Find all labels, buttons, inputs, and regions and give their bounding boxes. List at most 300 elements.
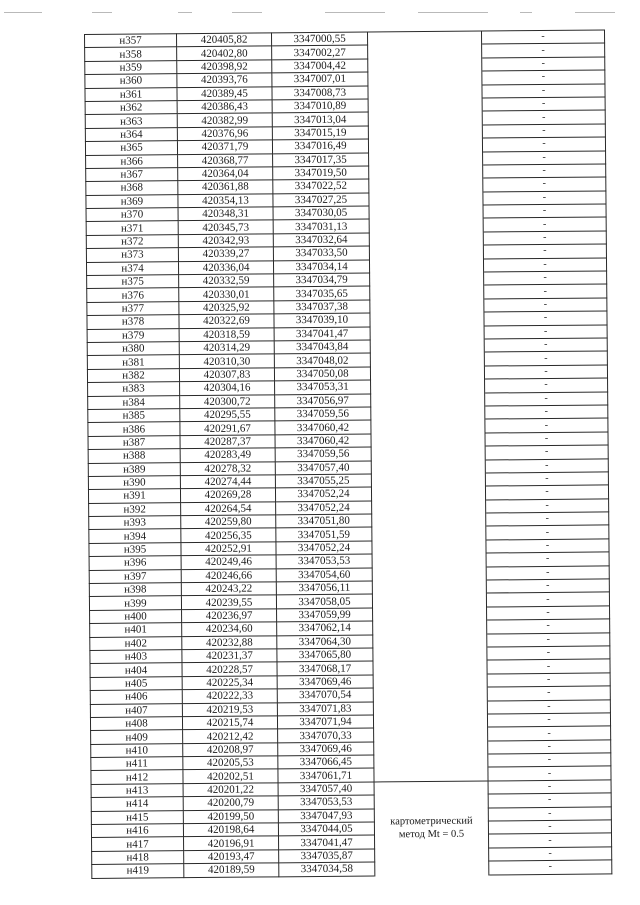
dash-cell: -: [482, 57, 605, 71]
dash-cell: -: [483, 150, 606, 164]
x-coordinate-cell: 420208,97: [183, 743, 278, 757]
point-id-cell: н364: [85, 127, 177, 141]
x-coordinate-cell: 420368,77: [178, 153, 273, 167]
y-coordinate-cell: 3347048,02: [274, 353, 370, 367]
dash-cell: -: [483, 191, 606, 205]
point-id-cell: н391: [88, 489, 180, 503]
dash-cell: -: [488, 793, 611, 807]
y-coordinate-cell: 3347059,99: [277, 608, 373, 622]
point-id-cell: н369: [86, 194, 178, 208]
y-coordinate-cell: 3347052,24: [276, 501, 372, 515]
scan-top-edge: [0, 0, 640, 14]
point-id-cell: н404: [90, 663, 182, 677]
y-coordinate-cell: 3347070,33: [278, 728, 374, 742]
y-coordinate-cell: 3347057,40: [278, 782, 374, 796]
method-column-blank-cell: [374, 754, 488, 768]
point-id-cell: н417: [92, 837, 184, 851]
y-coordinate-cell: 3347054,60: [276, 568, 372, 582]
method-column-blank-cell: [374, 741, 488, 755]
dash-cell: -: [485, 418, 608, 432]
y-coordinate-cell: 3347033,50: [273, 246, 369, 260]
method-column-blank-cell: [372, 580, 486, 594]
x-coordinate-cell: 420212,42: [183, 729, 278, 743]
x-coordinate-cell: 420332,59: [179, 274, 274, 288]
dash-cell: -: [486, 579, 609, 593]
x-coordinate-cell: 420314,29: [179, 341, 274, 355]
point-id-cell: н387: [88, 435, 180, 449]
dash-cell: -: [484, 325, 607, 339]
method-column-blank-cell: [368, 125, 482, 139]
x-coordinate-cell: 420232,88: [182, 635, 277, 649]
method-column-blank-cell: [371, 393, 485, 407]
method-column-blank-cell: [372, 567, 486, 581]
point-id-cell: н361: [85, 87, 177, 101]
method-column-blank-cell: [370, 299, 484, 313]
point-id-cell: н359: [85, 60, 177, 74]
scan-edge-mark: [92, 12, 112, 13]
point-id-cell: н370: [86, 208, 178, 222]
point-id-cell: н416: [91, 824, 183, 838]
point-id-cell: н383: [88, 382, 180, 396]
point-id-cell: н378: [87, 315, 179, 329]
method-column-blank-cell: [374, 767, 488, 781]
y-coordinate-cell: 3347052,24: [276, 541, 372, 555]
y-coordinate-cell: 3347047,93: [278, 809, 374, 823]
x-coordinate-cell: 420361,88: [178, 180, 273, 194]
dash-cell: -: [489, 833, 612, 847]
point-id-cell: н393: [89, 516, 181, 530]
method-note-cell: [374, 781, 489, 876]
x-coordinate-cell: 420243,22: [181, 582, 276, 596]
method-column-blank-cell: [368, 85, 482, 99]
point-id-cell: н376: [87, 288, 179, 302]
method-column-blank-cell: [373, 607, 487, 621]
method-column-blank-cell: [369, 259, 483, 273]
y-coordinate-cell: 3347035,65: [274, 286, 370, 300]
dash-cell: -: [485, 445, 608, 459]
dash-cell: -: [487, 713, 610, 727]
x-coordinate-cell: 420219,53: [182, 702, 277, 716]
y-coordinate-cell: 3347068,17: [277, 661, 373, 675]
point-id-cell: н403: [90, 650, 182, 664]
y-coordinate-cell: 3347062,14: [277, 621, 373, 635]
y-coordinate-cell: 3347032,64: [273, 233, 369, 247]
method-column-blank-cell: [370, 272, 484, 286]
method-column-blank-cell: [368, 138, 482, 152]
y-coordinate-cell: 3347035,87: [279, 849, 375, 863]
point-id-cell: н409: [91, 730, 183, 744]
method-column-blank-cell: [368, 111, 482, 125]
dash-cell: -: [488, 766, 611, 780]
x-coordinate-cell: 420222,33: [182, 689, 277, 703]
dash-cell: -: [482, 43, 605, 57]
y-coordinate-cell: 3347043,84: [274, 340, 370, 354]
dash-cell: -: [486, 499, 609, 513]
y-coordinate-cell: 3347056,11: [276, 581, 372, 595]
method-column-blank-cell: [369, 152, 483, 166]
x-coordinate-cell: 420322,69: [179, 314, 274, 328]
method-column-blank-cell: [369, 165, 483, 179]
method-column-blank-cell: [372, 513, 486, 527]
y-coordinate-cell: 3347057,40: [275, 461, 371, 475]
point-id-cell: н397: [89, 569, 181, 583]
x-coordinate-cell: 420371,79: [177, 140, 272, 154]
point-id-cell: н412: [91, 770, 183, 784]
dash-cell: -: [486, 552, 609, 566]
y-coordinate-cell: 3347027,25: [273, 193, 369, 207]
dash-cell: -: [488, 820, 611, 834]
point-id-cell: н401: [90, 623, 182, 637]
point-id-cell: н367: [86, 168, 178, 182]
x-coordinate-cell: 420382,99: [177, 113, 272, 127]
y-coordinate-cell: 3347056,97: [275, 394, 371, 408]
x-coordinate-cell: 420274,44: [180, 475, 275, 489]
x-coordinate-cell: 420264,54: [181, 502, 276, 516]
y-coordinate-cell: 3347061,71: [278, 768, 374, 782]
point-id-cell: н419: [92, 864, 184, 878]
point-id-cell: н390: [88, 476, 180, 490]
x-coordinate-cell: 420325,92: [179, 301, 274, 315]
method-column-blank-cell: [370, 366, 484, 380]
y-coordinate-cell: 3347059,56: [275, 407, 371, 421]
y-coordinate-cell: 3347051,59: [276, 527, 372, 541]
method-column-blank-cell: [373, 687, 487, 701]
x-coordinate-cell: 420200,79: [183, 796, 278, 810]
dash-cell: -: [487, 633, 610, 647]
point-id-cell: н362: [85, 101, 177, 115]
point-id-cell: н413: [91, 784, 183, 798]
dash-cell: -: [482, 97, 605, 111]
x-coordinate-cell: 420393,76: [177, 73, 272, 87]
dash-cell: -: [485, 472, 608, 486]
point-id-cell: н357: [85, 34, 177, 48]
method-column-blank-cell: [373, 714, 487, 728]
point-id-cell: н398: [89, 583, 181, 597]
point-id-cell: н392: [89, 502, 181, 516]
method-column-blank-cell: [370, 352, 484, 366]
dash-cell: -: [483, 217, 606, 231]
method-column-blank-cell: [374, 727, 488, 741]
x-coordinate-cell: 420354,13: [178, 194, 273, 208]
x-coordinate-cell: 420342,93: [178, 234, 273, 248]
point-id-cell: н389: [88, 462, 180, 476]
method-column-blank-cell: [371, 433, 485, 447]
x-coordinate-cell: 420231,37: [182, 649, 277, 663]
point-id-cell: н396: [89, 556, 181, 570]
y-coordinate-cell: 3347065,80: [277, 648, 373, 662]
x-coordinate-cell: 420189,59: [184, 863, 279, 877]
y-coordinate-cell: 3347037,38: [274, 300, 370, 314]
dash-cell: -: [485, 432, 608, 446]
y-coordinate-cell: 3347044,05: [278, 822, 374, 836]
method-note-line-1: картометрический: [390, 816, 473, 828]
y-coordinate-cell: 3347066,45: [278, 755, 374, 769]
y-coordinate-cell: 3347041,47: [274, 327, 370, 341]
method-column-blank-cell: [373, 660, 487, 674]
method-column-blank-cell: [368, 58, 482, 72]
scan-edge-mark: [325, 12, 385, 13]
dash-cell: -: [485, 391, 608, 405]
method-column-blank-cell: [367, 31, 481, 45]
dash-cell: -: [484, 338, 607, 352]
x-coordinate-cell: 420307,83: [179, 368, 274, 382]
dash-cell: -: [487, 673, 610, 687]
x-coordinate-cell: 420246,66: [181, 568, 276, 582]
x-coordinate-cell: 420345,73: [178, 220, 273, 234]
dash-cell: -: [488, 780, 611, 794]
y-coordinate-cell: 3347053,53: [278, 795, 374, 809]
dash-cell: -: [486, 512, 609, 526]
y-coordinate-cell: 3347016,49: [272, 139, 368, 153]
point-id-cell: н363: [85, 114, 177, 128]
point-id-cell: н380: [87, 342, 179, 356]
y-coordinate-cell: 3347058,05: [276, 594, 372, 608]
y-coordinate-cell: 3347060,42: [275, 420, 371, 434]
x-coordinate-cell: 420310,30: [179, 354, 274, 368]
dash-cell: -: [488, 807, 611, 821]
method-column-blank-cell: [372, 500, 486, 514]
y-coordinate-cell: 3347060,42: [275, 434, 371, 448]
method-column-blank-cell: [368, 98, 482, 112]
point-id-cell: н373: [86, 248, 178, 262]
scan-edge-mark: [178, 12, 192, 13]
method-column-blank-cell: [369, 178, 483, 192]
y-coordinate-cell: 3347010,89: [272, 99, 368, 113]
y-coordinate-cell: 3347015,19: [272, 126, 368, 140]
point-id-cell: н385: [88, 409, 180, 423]
point-id-cell: н368: [86, 181, 178, 195]
x-coordinate-cell: 420256,35: [181, 528, 276, 542]
y-coordinate-cell: 3347031,13: [273, 219, 369, 233]
x-coordinate-cell: 420259,80: [181, 515, 276, 529]
scan-edge-mark: [232, 12, 262, 13]
point-id-cell: н372: [86, 235, 178, 249]
dash-cell: -: [486, 539, 609, 553]
point-id-cell: н379: [87, 328, 179, 342]
scan-edge-mark: [418, 12, 488, 13]
x-coordinate-cell: 420252,91: [181, 542, 276, 556]
x-coordinate-cell: 420234,60: [182, 622, 277, 636]
y-coordinate-cell: 3347022,52: [273, 179, 369, 193]
dash-cell: -: [486, 525, 609, 539]
method-column-blank-cell: [370, 326, 484, 340]
y-coordinate-cell: 3347030,05: [273, 206, 369, 220]
y-coordinate-cell: 3347050,08: [274, 367, 370, 381]
x-coordinate-cell: 420291,67: [180, 421, 275, 435]
dash-cell: -: [487, 699, 610, 713]
dash-cell: -: [487, 659, 610, 673]
scan-edge-mark: [575, 12, 615, 13]
dash-cell: -: [482, 110, 605, 124]
point-id-cell: н407: [90, 703, 182, 717]
x-coordinate-cell: 420318,59: [179, 327, 274, 341]
x-coordinate-cell: 420201,22: [183, 783, 278, 797]
method-column-blank-cell: [369, 245, 483, 259]
x-coordinate-cell: 420228,57: [182, 662, 277, 676]
y-coordinate-cell: 3347053,31: [275, 380, 371, 394]
dash-cell: -: [484, 298, 607, 312]
point-id-cell: н371: [86, 221, 178, 235]
x-coordinate-cell: 420269,28: [180, 488, 275, 502]
point-id-cell: н408: [90, 717, 182, 731]
point-id-cell: н381: [87, 355, 179, 369]
coordinates-table-body: [85, 30, 612, 878]
x-coordinate-cell: 420215,74: [182, 716, 277, 730]
dash-cell: -: [482, 70, 605, 84]
point-id-cell: н382: [87, 368, 179, 382]
y-coordinate-cell: 3347051,80: [276, 514, 372, 528]
y-coordinate-cell: 3347052,24: [275, 487, 371, 501]
x-coordinate-cell: 420304,16: [180, 381, 275, 395]
method-column-blank-cell: [372, 540, 486, 554]
method-column-blank-cell: [372, 553, 486, 567]
dash-cell: -: [486, 592, 609, 606]
y-coordinate-cell: 3347008,73: [272, 86, 368, 100]
y-coordinate-cell: 3347055,25: [275, 474, 371, 488]
point-id-cell: н366: [86, 154, 178, 168]
dash-cell: -: [484, 365, 607, 379]
dash-cell: -: [485, 405, 608, 419]
method-column-blank-cell: [370, 339, 484, 353]
dash-cell: -: [487, 606, 610, 620]
x-coordinate-cell: 420348,31: [178, 207, 273, 221]
point-id-cell: н411: [91, 757, 183, 771]
dash-cell: -: [488, 753, 611, 767]
method-column-blank-cell: [369, 192, 483, 206]
method-column-blank-cell: [373, 647, 487, 661]
point-id-cell: н360: [85, 74, 177, 88]
point-id-cell: н374: [86, 261, 178, 275]
method-column-blank-cell: [373, 674, 487, 688]
dash-cell: -: [484, 311, 607, 325]
dash-cell: -: [483, 164, 606, 178]
point-id-cell: н402: [90, 636, 182, 650]
dash-cell: -: [487, 686, 610, 700]
method-column-blank-cell: [372, 593, 486, 607]
x-coordinate-cell: 420402,80: [177, 46, 272, 60]
dash-cell: -: [489, 847, 612, 861]
x-coordinate-cell: 420249,46: [181, 555, 276, 569]
dash-cell: -: [482, 124, 605, 138]
method-column-blank-cell: [371, 460, 485, 474]
dash-cell: -: [485, 378, 608, 392]
point-id-cell: н418: [92, 850, 184, 864]
dash-cell: -: [483, 231, 606, 245]
method-column-blank-cell: [371, 446, 485, 460]
x-coordinate-cell: 420295,55: [180, 408, 275, 422]
x-coordinate-cell: 420199,50: [183, 809, 278, 823]
x-coordinate-cell: 420330,01: [179, 287, 274, 301]
y-coordinate-cell: 3347000,55: [271, 32, 367, 46]
point-id-cell: н414: [91, 797, 183, 811]
y-coordinate-cell: 3347070,54: [277, 688, 373, 702]
dash-cell: -: [484, 284, 607, 298]
y-coordinate-cell: 3347034,79: [274, 273, 370, 287]
point-id-cell: н386: [88, 422, 180, 436]
x-coordinate-cell: 420300,72: [180, 394, 275, 408]
dash-cell: -: [488, 726, 611, 740]
x-coordinate-cell: 420236,97: [182, 609, 277, 623]
point-id-cell: н365: [85, 141, 177, 155]
dash-cell: -: [482, 137, 605, 151]
scan-edge-mark: [4, 12, 42, 13]
x-coordinate-cell: 420389,45: [177, 86, 272, 100]
method-column-blank-cell: [369, 205, 483, 219]
y-coordinate-cell: 3347002,27: [272, 45, 368, 59]
y-coordinate-cell: 3347059,56: [275, 447, 371, 461]
dash-cell: -: [483, 258, 606, 272]
method-column-blank-cell: [373, 701, 487, 715]
point-id-cell: н384: [88, 395, 180, 409]
dash-cell: -: [481, 30, 604, 44]
x-coordinate-cell: 420376,96: [177, 127, 272, 141]
point-id-cell: н399: [89, 596, 181, 610]
method-column-blank-cell: [371, 406, 485, 420]
y-coordinate-cell: 3347007,01: [272, 72, 368, 86]
dash-cell: -: [484, 271, 607, 285]
x-coordinate-cell: 420339,27: [178, 247, 273, 261]
method-column-blank-cell: [371, 379, 485, 393]
y-coordinate-cell: 3347071,94: [277, 715, 373, 729]
point-id-cell: н400: [90, 609, 182, 623]
point-id-cell: н405: [90, 676, 182, 690]
method-column-blank-cell: [369, 218, 483, 232]
y-coordinate-cell: 3347034,14: [273, 260, 369, 274]
x-coordinate-cell: 420239,55: [181, 595, 276, 609]
x-coordinate-cell: 420198,64: [183, 823, 278, 837]
x-coordinate-cell: 420205,53: [183, 756, 278, 770]
x-coordinate-cell: 420287,37: [180, 435, 275, 449]
method-column-blank-cell: [371, 419, 485, 433]
coordinates-table: [84, 29, 612, 878]
y-coordinate-cell: 3347053,53: [276, 554, 372, 568]
dash-cell: -: [488, 740, 611, 754]
dash-cell: -: [482, 84, 605, 98]
method-column-blank-cell: [372, 526, 486, 540]
y-coordinate-cell: 3347017,35: [273, 153, 369, 167]
dash-cell: -: [483, 177, 606, 191]
dash-cell: -: [487, 646, 610, 660]
x-coordinate-cell: 420405,82: [177, 33, 272, 47]
method-note-line-2: метод Mt = 0.5: [398, 829, 465, 841]
point-id-cell: н358: [85, 47, 177, 61]
x-coordinate-cell: 420278,32: [180, 461, 275, 475]
method-column-blank-cell: [371, 473, 485, 487]
dash-cell: -: [486, 566, 609, 580]
y-coordinate-cell: 3347013,04: [272, 112, 368, 126]
method-column-blank-cell: [371, 486, 485, 500]
x-coordinate-cell: 420336,04: [178, 260, 273, 274]
y-coordinate-cell: 3347004,42: [272, 59, 368, 73]
y-coordinate-cell: 3347019,50: [273, 166, 369, 180]
point-id-cell: н406: [90, 690, 182, 704]
point-id-cell: н377: [87, 301, 179, 315]
x-coordinate-cell: 420364,04: [178, 167, 273, 181]
scan-edge-mark: [520, 12, 532, 13]
y-coordinate-cell: 3347039,10: [274, 313, 370, 327]
dash-cell: -: [483, 244, 606, 258]
method-column-blank-cell: [368, 44, 482, 58]
point-id-cell: н375: [87, 275, 179, 289]
dash-cell: -: [487, 619, 610, 633]
x-coordinate-cell: 420398,92: [177, 60, 272, 74]
dash-cell: -: [485, 485, 608, 499]
point-id-cell: н388: [88, 449, 180, 463]
x-coordinate-cell: 420283,49: [180, 448, 275, 462]
dash-cell: -: [483, 204, 606, 218]
y-coordinate-cell: 3347064,30: [277, 635, 373, 649]
method-column-blank-cell: [368, 71, 482, 85]
